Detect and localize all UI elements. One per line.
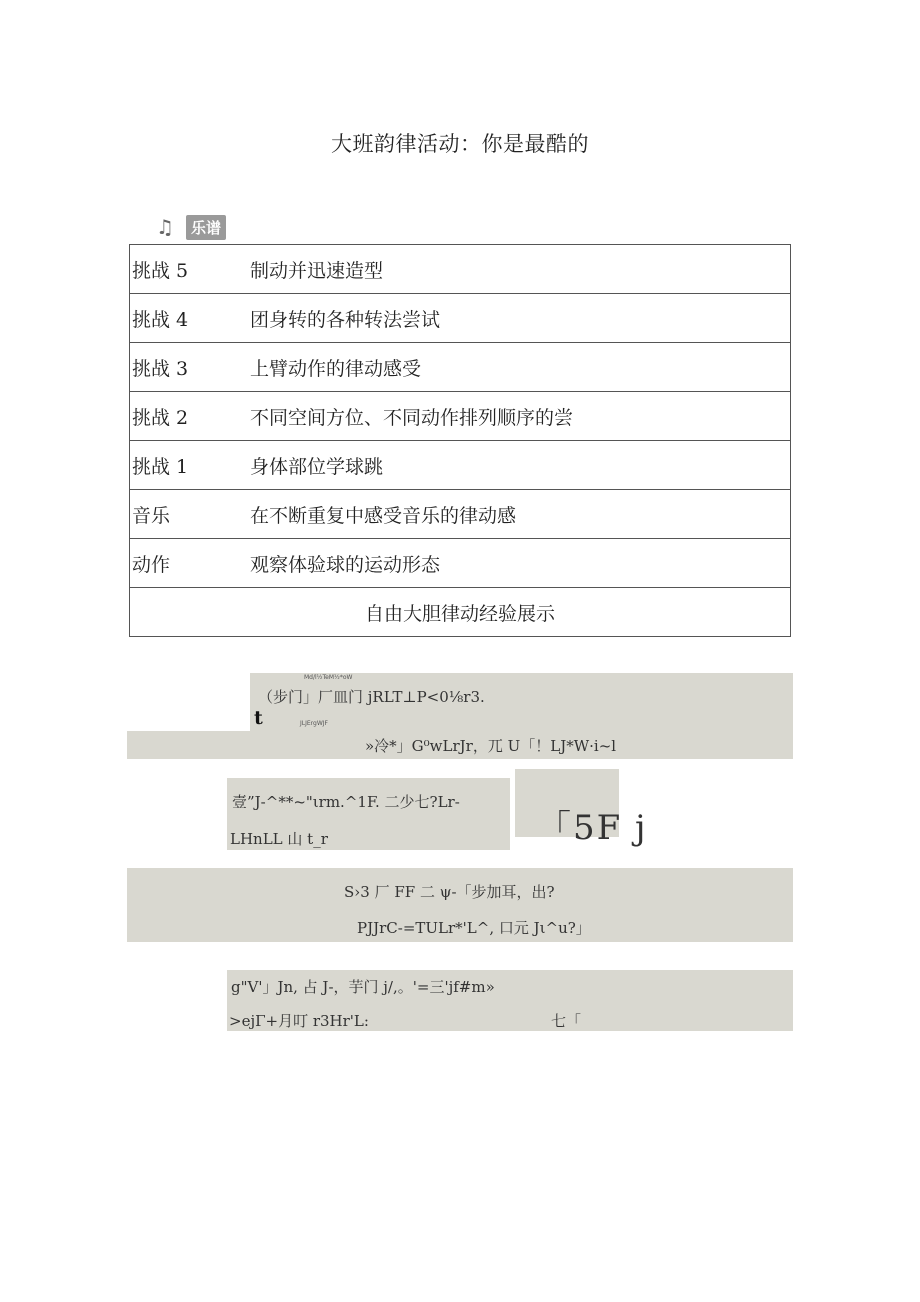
row-name: 挑战 1 [132, 455, 189, 478]
row-name: 动作 [132, 553, 171, 576]
music-note-icon: ♫ [156, 215, 174, 239]
page-title: 大班韵律活动：你是最酷的 [331, 132, 589, 156]
table-row [130, 588, 791, 637]
row-name: 挑战 4 [132, 308, 189, 331]
row-desc: 不同空间方位、不同动作排列顺序的尝 [250, 406, 574, 429]
scan-text: g"V'」Jn, 占 J-，芋门 j/,。'=三'jf#m» [231, 978, 495, 996]
challenge-table [129, 244, 791, 637]
table-row [130, 392, 791, 441]
scan-text: LHnLL 山 t_r [230, 830, 328, 848]
scan-text: JLJErgWJF [300, 720, 328, 727]
row-name: 挑战 5 [132, 259, 189, 282]
scan-text: 壹”J-^**~"ιrm.^1F. 二少七?Lr- [232, 793, 460, 811]
score-badge [156, 212, 230, 242]
table-row [130, 343, 791, 392]
row-desc: 上臂动作的律动感受 [250, 357, 422, 380]
scan-text: S›3 厂 FF 二 ψ-「步加耳，出? [344, 883, 555, 901]
row-desc: 团身转的各种转法尝试 [250, 308, 441, 331]
score-label: 乐谱 [186, 215, 226, 240]
row-name: 挑战 3 [132, 357, 189, 380]
row-desc: 观察体验球的运动形态 [250, 553, 441, 576]
scan-text: >ejΓ+月叮 r3Hr'L: [229, 1012, 369, 1030]
footer-row: 自由大胆律动经验展示 [130, 588, 791, 637]
scan-text: »冷*」G⁰wLrJr，兀 U「！LJ*W·i~l [365, 737, 617, 755]
row-name: 挑战 2 [132, 406, 189, 429]
row-name: 音乐 [132, 504, 171, 527]
scan-mark: t [254, 707, 263, 729]
table-row [130, 245, 791, 294]
table-row [130, 539, 791, 588]
row-desc: 身体部位学球跳 [250, 455, 384, 478]
table-row [130, 441, 791, 490]
scan-text: 「5F j [537, 808, 648, 848]
scan-text: （步门」厂皿门 jRLT⊥P<0⅛r3. [258, 688, 485, 706]
table-row [130, 490, 791, 539]
row-desc: 在不断重复中感受音乐的律动感 [250, 504, 517, 527]
table-row [130, 294, 791, 343]
scan-text: Md/l½TeM½*oW [304, 674, 353, 681]
scan-text: PJJrC-=TULr*'L^, 口元 Jι^u?」 [357, 919, 591, 937]
scan-text: 七「 [551, 1012, 582, 1030]
row-desc: 制动并迅速造型 [250, 259, 384, 282]
